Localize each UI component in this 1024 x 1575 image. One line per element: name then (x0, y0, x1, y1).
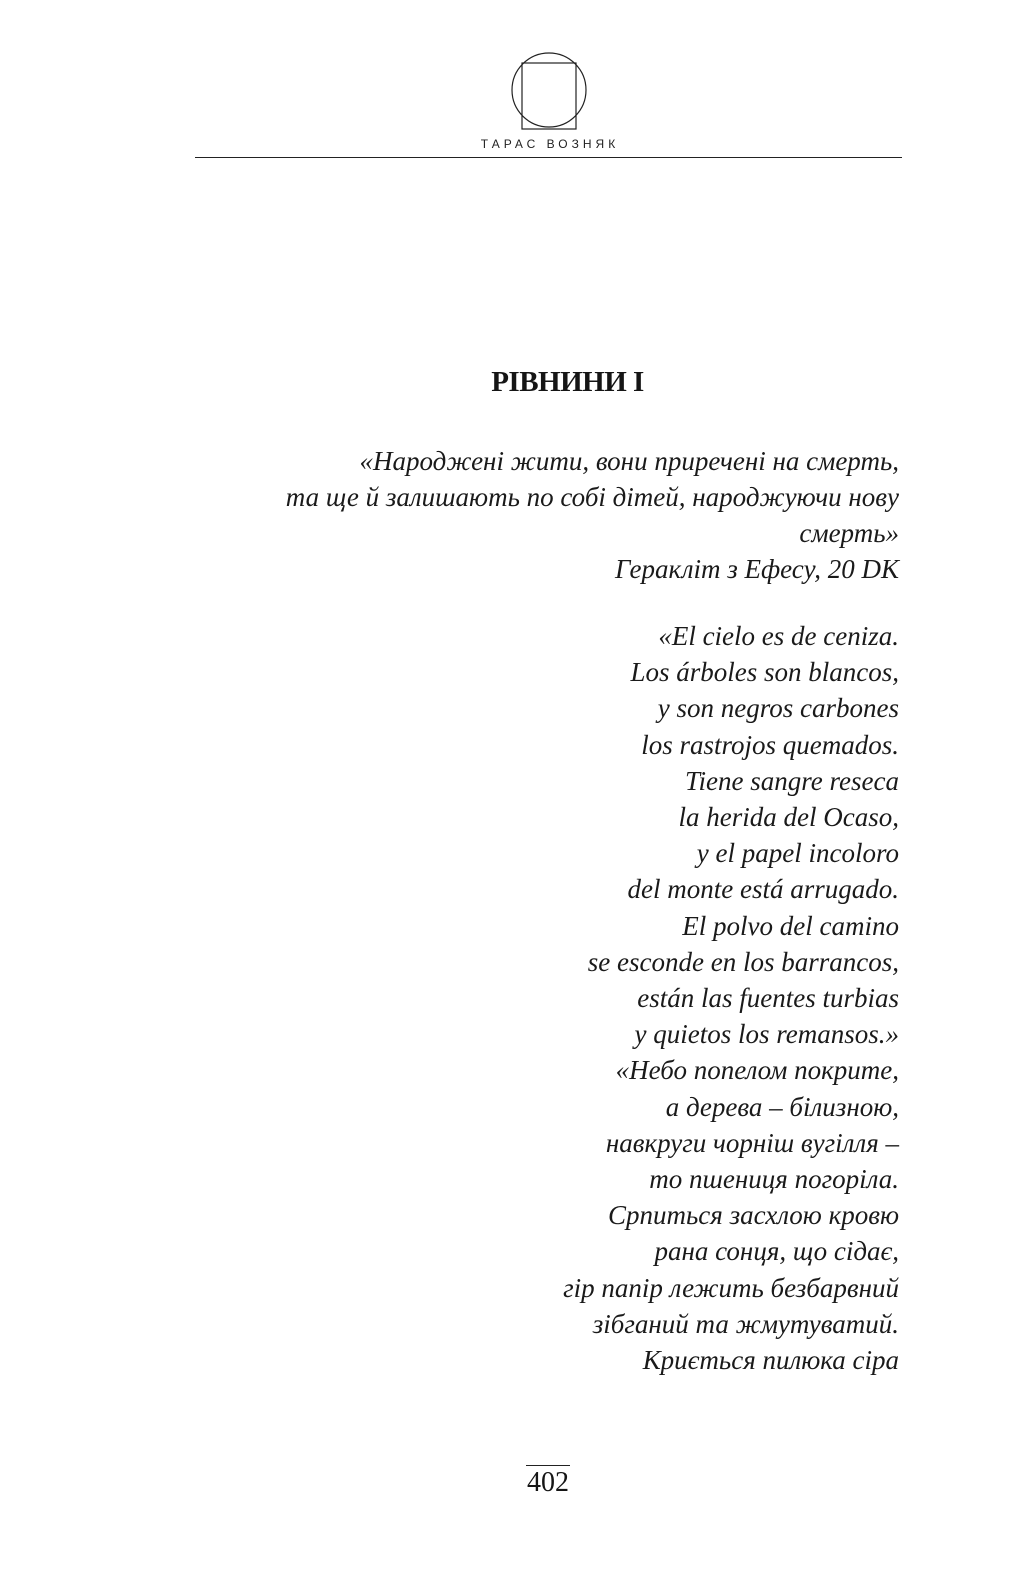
poem-body (179, 618, 899, 1378)
epigraph-line: та ще й залишають по собі дітей, народжуючи нову (285, 482, 899, 512)
poem-line: del monte está arrugado. (627, 874, 899, 905)
poem-line: рана сонця, що сідає, (654, 1236, 899, 1267)
page-number-rule (526, 1465, 570, 1466)
poem-line: y el papel incoloro (696, 838, 899, 869)
poem-line: y son negros carbones (657, 693, 899, 724)
poem-line: la herida del Ocaso, (678, 802, 899, 833)
epigraph-line: «Народжені жити, вони приречені на смерть, (359, 446, 899, 476)
emblem-icon (508, 49, 590, 131)
poem-line: Српиться засхлою кровю (607, 1200, 899, 1231)
poem-line: Криється пилюка сіра (642, 1345, 899, 1376)
poem-line: гір папір лежить безбарвний (563, 1272, 899, 1303)
poem-line: El polvo del camino (682, 910, 899, 941)
poem-line: навкруги чорніш вугілля – (605, 1127, 899, 1158)
header-rule (195, 157, 902, 158)
poem-line: Los árboles son blancos, (630, 657, 899, 688)
poem-line: los rastrojos quemados. (641, 729, 899, 760)
poem-line: зібганий та жмутуватий. (592, 1308, 899, 1339)
poem-line: se esconde en los barrancos, (587, 946, 899, 977)
poem-line: están las fuentes turbias (637, 983, 899, 1014)
epigraph (179, 443, 899, 587)
poem-title: РІВНИНИ І (491, 366, 644, 398)
poem-line: то пшениця погоріла. (649, 1164, 899, 1195)
running-head-author: ТАРАС ВОЗНЯК (480, 137, 620, 151)
page-number: 402 (527, 1467, 569, 1498)
poem-line: «Небо попелом покрите, (615, 1055, 899, 1086)
poem-line: «El cielo es de ceniza. (658, 621, 899, 651)
epigraph-line: смерть» (799, 518, 899, 548)
epigraph-attribution: Геракліт з Ефесу, 20 DK (614, 554, 899, 584)
poem-line: Tiene sangre reseca (685, 765, 899, 796)
poem-line: а дерева – білизною, (665, 1091, 899, 1122)
poem-line: y quietos los remansos.» (634, 1019, 899, 1050)
